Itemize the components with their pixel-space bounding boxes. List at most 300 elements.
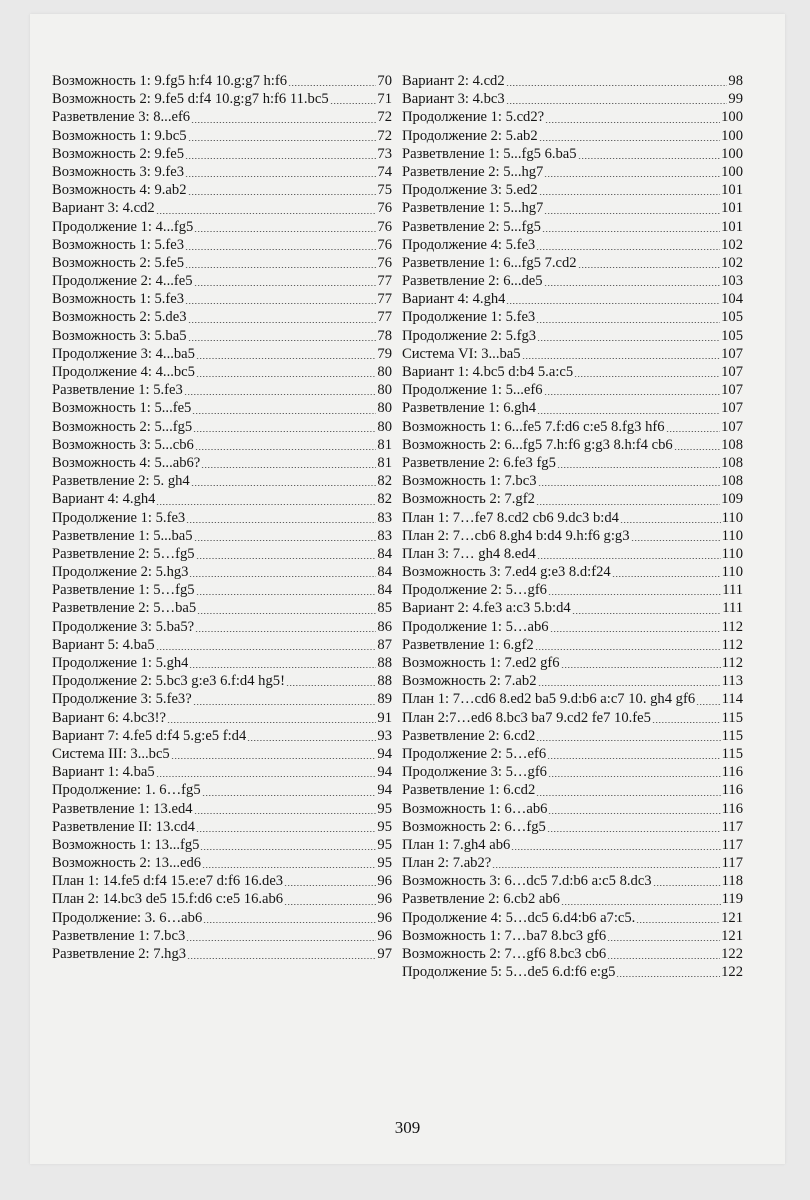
dot-leader: [185, 303, 376, 304]
dot-leader: [578, 158, 721, 159]
toc-entry-page: 76: [377, 200, 392, 217]
toc-entry: [402, 399, 743, 417]
toc-entry-page: 121: [721, 927, 743, 944]
toc-entry-title: Продолжение 2: 5…gf6: [402, 582, 547, 599]
dot-leader: [674, 449, 720, 450]
dot-leader: [548, 594, 721, 595]
toc-entry-title: Продолжение 2: 5.fg3: [402, 327, 537, 344]
toc-entry-page: 95: [377, 818, 392, 835]
toc-entry-page: 116: [721, 782, 743, 799]
toc-entry: [52, 618, 392, 636]
toc-entry-title: Вариант 4: 4.gh4: [402, 291, 506, 308]
toc-entry-page: 100: [721, 127, 743, 144]
toc-entry-page: 115: [721, 727, 743, 744]
toc-entry-page: 108: [721, 454, 743, 471]
toc-entry-title: Разветвление 1: 5…fg5: [52, 582, 195, 599]
toc-entry-title: Разветвление 1: 6...fg5 7.cd2: [402, 254, 577, 271]
dot-leader: [631, 540, 721, 541]
toc-entry-page: 100: [721, 109, 743, 126]
dot-leader: [189, 667, 376, 668]
toc-entry-page: 73: [377, 145, 392, 162]
toc-entry: [52, 363, 392, 381]
toc-entry-page: 76: [377, 236, 392, 253]
toc-entry: [52, 890, 392, 908]
dot-leader: [544, 213, 720, 214]
toc-entry: [52, 745, 392, 763]
dot-leader: [192, 413, 376, 414]
toc-entry-title: Продолжение 3: 4...ba5: [52, 345, 195, 362]
dot-leader: [196, 358, 376, 359]
toc-entry-page: 76: [377, 254, 392, 271]
toc-entry-page: 71: [377, 91, 392, 108]
toc-entry-title: Возможность 1: 5.fe3: [52, 236, 185, 253]
toc-entry-page: 81: [377, 436, 392, 453]
toc-entry: [52, 218, 392, 236]
dot-leader: [201, 467, 376, 468]
toc-entry-title: Продолжение 3: 5.ba5?: [52, 618, 195, 635]
toc-entry: [402, 800, 743, 818]
dot-leader: [652, 722, 721, 723]
toc-entry: [52, 272, 392, 290]
dot-leader: [572, 613, 721, 614]
toc-entry-page: 79: [377, 345, 392, 362]
toc-entry-title: Продолжение 1: 5...ef6: [402, 382, 543, 399]
dot-leader: [607, 958, 720, 959]
toc-entry-title: Система III: 3...bc5: [52, 745, 170, 762]
toc-entry: [52, 781, 392, 799]
toc-entry-title: Продолжение 1: 5.cd2?: [402, 109, 545, 126]
toc-entry-title: План 3: 7… gh4 8.ed4: [402, 545, 536, 562]
dot-leader: [574, 376, 720, 377]
toc-entry-page: 108: [721, 473, 743, 490]
dot-leader: [188, 322, 377, 323]
toc-entry-page: 94: [377, 782, 392, 799]
dot-leader: [696, 704, 721, 705]
toc-entry: [402, 927, 743, 945]
dot-leader: [544, 394, 721, 395]
toc-entry-page: 101: [721, 218, 743, 235]
toc-entry-title: План 1: 7…fe7 8.cd2 cb6 9.dc3 b:d4: [402, 509, 619, 526]
toc-entry-page: 83: [377, 527, 392, 544]
toc-entry: [52, 709, 392, 727]
toc-entry-page: 101: [721, 182, 743, 199]
toc-entry-page: 98: [728, 73, 743, 89]
toc-entry-title: Продолжение 2: 5.hg3: [52, 564, 189, 581]
dot-leader: [193, 431, 376, 432]
dot-leader: [330, 103, 377, 104]
toc-entry-title: Разветвление 1: 5...hg7: [402, 200, 544, 217]
dot-leader: [550, 631, 721, 632]
toc-entry-title: Разветвление 1: 5...ba5: [52, 527, 193, 544]
toc-entry-title: Система VI: 3...ba5: [402, 345, 521, 362]
dot-leader: [561, 904, 721, 905]
toc-entry: [52, 127, 392, 145]
dot-leader: [187, 958, 376, 959]
toc-entry: [52, 599, 392, 617]
toc-entry-title: Возможность 1: 6…ab6: [402, 800, 548, 817]
toc-entry-page: 84: [377, 582, 392, 599]
toc-entry-title: План 2: 7.ab2?: [402, 855, 492, 872]
toc-entry: [52, 836, 392, 854]
toc-entry: [402, 599, 743, 617]
toc-entry-title: Разветвление 2: 6.fe3 fg5: [402, 454, 556, 471]
dot-leader: [539, 194, 720, 195]
toc-entry-title: Продолжение 1: 5…ab6: [402, 618, 549, 635]
toc-entry: [402, 199, 743, 217]
dot-leader: [537, 340, 720, 341]
toc-entry-page: 102: [721, 236, 743, 253]
toc-entry: [52, 636, 392, 654]
dot-leader: [286, 685, 376, 686]
toc-entry: [52, 381, 392, 399]
toc-entry-page: 87: [377, 636, 392, 653]
toc-entry-page: 114: [721, 691, 743, 708]
toc-entry-title: Продолжение 2: 5.bc3 g:e3 6.f:d4 hg5!: [52, 673, 285, 690]
toc-entry-page: 110: [721, 564, 743, 581]
toc-entry: [52, 945, 392, 963]
toc-entry: [402, 290, 743, 308]
dot-leader: [538, 685, 721, 686]
dot-leader: [196, 558, 377, 559]
dot-leader: [522, 358, 721, 359]
toc-entry-page: 96: [377, 927, 392, 944]
toc-entry: [52, 308, 392, 326]
toc-entry-title: Возможность 3: 5...cb6: [52, 436, 194, 453]
dot-leader: [537, 413, 720, 414]
dot-leader: [544, 285, 721, 286]
toc-entry-page: 94: [377, 745, 392, 762]
toc-entry: [402, 145, 743, 163]
toc-entry-page: 111: [722, 600, 743, 617]
toc-entry-page: 88: [377, 673, 392, 690]
toc-entry: [402, 181, 743, 199]
toc-entry-title: Продолжение 2: 5…ef6: [402, 745, 547, 762]
toc-entry-page: 117: [721, 818, 743, 835]
dot-leader: [171, 758, 377, 759]
dot-leader: [288, 85, 376, 86]
toc-entry-title: Вариант 6: 4.bc3!?: [52, 709, 166, 726]
dot-leader: [612, 576, 721, 577]
toc-left-column: [52, 72, 392, 963]
dot-leader: [536, 795, 720, 796]
toc-entry: [402, 127, 743, 145]
toc-entry: [402, 527, 743, 545]
dot-leader: [539, 140, 720, 141]
toc-entry: [402, 963, 743, 981]
toc-entry: [52, 418, 392, 436]
toc-entry-page: 80: [377, 382, 392, 399]
toc-entry: [52, 181, 392, 199]
toc-entry: [402, 854, 743, 872]
toc-entry: [402, 836, 743, 854]
toc-entry-page: 112: [721, 655, 743, 671]
toc-entry-page: 95: [377, 836, 392, 853]
toc-entry-page: 97: [377, 946, 392, 962]
dot-leader: [547, 831, 721, 832]
toc-entry: [52, 563, 392, 581]
toc-entry-title: Вариант 3: 4.cd2: [52, 200, 155, 217]
toc-entry-title: Возможность 2: 9.fe5: [52, 145, 185, 162]
toc-entry: [402, 636, 743, 654]
toc-entry: [402, 509, 743, 527]
book-page: [30, 14, 785, 1164]
toc-entry-title: Продолжение 1: 5.fe3: [52, 509, 186, 526]
toc-entry-page: 112: [721, 618, 743, 635]
toc-entry-title: Возможность 1: 9.fg5 h:f4 10.g:g7 h:f6: [52, 73, 288, 89]
dot-leader: [200, 849, 376, 850]
toc-entry-title: Вариант 4: 4.gh4: [52, 491, 156, 508]
dot-leader: [191, 122, 376, 123]
dot-leader: [156, 504, 376, 505]
toc-entry-page: 113: [721, 673, 743, 690]
dot-leader: [202, 867, 376, 868]
toc-entry-title: Возможность 3: 5.ba5: [52, 327, 187, 344]
toc-entry: [52, 818, 392, 836]
toc-entry: [402, 709, 743, 727]
dot-leader: [542, 231, 720, 232]
dot-leader: [506, 103, 728, 104]
toc-entry: [52, 545, 392, 563]
toc-entry: [402, 236, 743, 254]
toc-entry-title: Возможность 1: 9.bc5: [52, 127, 187, 144]
toc-entry-title: Разветвление 2: 7.hg3: [52, 946, 187, 962]
dot-leader: [193, 704, 377, 705]
toc-entry-title: Продолжение 1: 5.gh4: [52, 655, 189, 671]
toc-entry: [402, 108, 743, 126]
dot-leader: [194, 813, 377, 814]
toc-entry-title: Разветвление 2: 5…ba5: [52, 600, 197, 617]
dot-leader: [547, 758, 720, 759]
toc-entry-title: Разветвление 2: 5...fg5: [402, 218, 541, 235]
toc-entry-page: 100: [721, 163, 743, 180]
toc-entry: [52, 581, 392, 599]
dot-leader: [194, 231, 376, 232]
toc-entry-title: Возможность 2: 5...fg5: [52, 418, 193, 435]
toc-entry: [52, 727, 392, 745]
dot-leader: [538, 485, 721, 486]
dot-leader: [607, 940, 720, 941]
toc-entry: [402, 818, 743, 836]
toc-entry-page: 76: [377, 218, 392, 235]
toc-entry-page: 104: [721, 291, 743, 308]
toc-entry: [402, 690, 743, 708]
toc-entry: [402, 90, 743, 108]
toc-entry-page: 102: [721, 254, 743, 271]
toc-entry-title: Разветвление 2: 5...hg7: [402, 163, 544, 180]
toc-entry-page: 82: [377, 473, 392, 490]
dot-leader: [557, 467, 720, 468]
toc-entry-page: 117: [721, 855, 743, 872]
toc-entry: [52, 254, 392, 272]
dot-leader: [185, 249, 376, 250]
dot-leader: [188, 140, 377, 141]
toc-entry: [52, 654, 392, 672]
toc-entry: [402, 618, 743, 636]
toc-entry-title: Продолжение 1: 5.fe3: [402, 309, 536, 326]
toc-entry-title: Вариант 5: 4.ba5: [52, 636, 155, 653]
toc-entry: [52, 800, 392, 818]
toc-entry-page: 122: [721, 964, 743, 981]
toc-entry-page: 115: [721, 709, 743, 726]
toc-entry-title: Разветвление 1: 6.gf2: [402, 636, 534, 653]
dot-leader: [666, 431, 721, 432]
toc-entry: [52, 927, 392, 945]
toc-entry: [52, 72, 392, 90]
toc-entry-title: Вариант 1: 4.ba5: [52, 764, 155, 781]
toc-entry: [402, 763, 743, 781]
toc-entry-page: 105: [721, 327, 743, 344]
toc-entry-title: Возможность 2: 5.fe5: [52, 254, 185, 271]
dot-leader: [536, 504, 720, 505]
toc-entry-title: Возможность 1: 7…ba7 8.bc3 gf6: [402, 927, 607, 944]
dot-leader: [156, 213, 377, 214]
toc-entry-title: Вариант 7: 4.fe5 d:f4 5.g:e5 f:d4: [52, 727, 247, 744]
toc-entry-title: Продолжение 1: 4...fg5: [52, 218, 194, 235]
dot-leader: [196, 376, 376, 377]
toc-entry-page: 100: [721, 145, 743, 162]
toc-entry-title: Разветвление 2: 5. gh4: [52, 473, 190, 490]
toc-entry-page: 94: [377, 764, 392, 781]
toc-entry-title: Возможность 1: 7.bc3: [402, 473, 537, 490]
toc-entry: [402, 654, 743, 672]
dot-leader: [195, 449, 377, 450]
dot-leader: [202, 795, 377, 796]
toc-entry-title: Возможность 2: 7…gf6 8.bc3 cb6: [402, 946, 607, 962]
toc-entry-page: 107: [721, 418, 743, 435]
dot-leader: [284, 885, 376, 886]
dot-leader: [284, 904, 376, 905]
toc-entry: [402, 345, 743, 363]
toc-entry-title: Вариант 2: 4.cd2: [402, 73, 505, 89]
toc-entry-page: 118: [721, 873, 743, 890]
toc-entry-page: 81: [377, 454, 392, 471]
toc-entry: [402, 581, 743, 599]
toc-entry-title: Возможность 1: 13...fg5: [52, 836, 200, 853]
dot-leader: [537, 558, 721, 559]
toc-entry-title: Продолжение 2: 4...fe5: [52, 273, 193, 290]
toc-entry-page: 72: [377, 109, 392, 126]
toc-entry: [402, 781, 743, 799]
toc-entry-page: 77: [377, 273, 392, 290]
toc-entry-page: 110: [721, 527, 743, 544]
toc-entry: [52, 527, 392, 545]
toc-entry-page: 111: [722, 582, 743, 599]
dot-leader: [203, 922, 376, 923]
toc-entry-title: План 2:7…ed6 8.bc3 ba7 9.cd2 fe7 10.fe5: [402, 709, 651, 726]
toc-entry: [402, 745, 743, 763]
dot-leader: [156, 649, 377, 650]
toc-entry-page: 96: [377, 891, 392, 908]
toc-entry-page: 96: [377, 909, 392, 926]
toc-entry: [402, 872, 743, 890]
toc-entry-page: 101: [721, 200, 743, 217]
toc-entry-page: 80: [377, 364, 392, 380]
toc-entry: [52, 909, 392, 927]
toc-entry: [402, 72, 743, 90]
dot-leader: [536, 322, 720, 323]
toc-entry-title: Разветвление 2: 6.cd2: [402, 727, 536, 744]
toc-entry-page: 107: [721, 364, 743, 380]
toc-entry: [402, 545, 743, 563]
toc-entry-title: Возможность 1: 5...fe5: [52, 400, 192, 417]
toc-entry-title: Возможность 2: 13...ed6: [52, 855, 202, 872]
toc-entry: [52, 509, 392, 527]
toc-entry-page: 117: [721, 836, 743, 853]
toc-entry: [402, 218, 743, 236]
dot-leader: [535, 649, 721, 650]
toc-entry: [402, 308, 743, 326]
toc-entry: [52, 145, 392, 163]
toc-entry-title: План 2: 7…cb6 8.gh4 b:d4 9.h:f6 g:g3: [402, 527, 630, 544]
dot-leader: [185, 267, 376, 268]
toc-entry-page: 95: [377, 800, 392, 817]
dot-leader: [195, 631, 376, 632]
toc-entry-page: 84: [377, 564, 392, 581]
toc-entry-page: 112: [721, 636, 743, 653]
toc-entry-page: 78: [377, 327, 392, 344]
dot-leader: [578, 267, 721, 268]
toc-entry-page: 74: [377, 163, 392, 180]
toc-entry-page: 88: [377, 655, 392, 671]
toc-entry: [402, 945, 743, 963]
dot-leader: [511, 849, 720, 850]
dot-leader: [506, 85, 728, 86]
toc-entry: [402, 327, 743, 345]
toc-entry: [402, 436, 743, 454]
toc-entry-page: 107: [721, 400, 743, 417]
toc-entry: [52, 236, 392, 254]
dot-leader: [548, 813, 720, 814]
toc-entry: [52, 454, 392, 472]
toc-entry-page: 77: [377, 291, 392, 308]
toc-entry-page: 70: [377, 73, 392, 89]
toc-entry-title: Продолжение 4: 5.fe3: [402, 236, 536, 253]
dot-leader: [186, 522, 376, 523]
page-number: 309: [394, 1118, 421, 1137]
toc-entry: [52, 199, 392, 217]
toc-entry-title: Возможность 1: 6...fe5 7.f:d6 c:e5 8.fg3 hf6: [402, 418, 665, 435]
dot-leader: [544, 176, 720, 177]
toc-entry: [52, 763, 392, 781]
toc-entry: [52, 345, 392, 363]
dot-leader: [197, 613, 376, 614]
toc-entry-title: Продолжение: 3. 6…ab6: [52, 909, 203, 926]
toc-entry-page: 103: [721, 273, 743, 290]
toc-entry: [402, 163, 743, 181]
toc-entry-title: Разветвление 2: 6...de5: [402, 273, 543, 290]
dot-leader: [156, 776, 377, 777]
dot-leader: [185, 176, 376, 177]
toc-entry: [52, 90, 392, 108]
toc-entry-title: Вариант 3: 4.bc3: [402, 91, 505, 108]
toc-entry: [402, 472, 743, 490]
toc-entry-title: Вариант 2: 4.fe3 a:c3 5.b:d4: [402, 600, 571, 617]
toc-entry-page: 91: [377, 709, 392, 726]
toc-entry-page: 122: [721, 946, 743, 962]
toc-entry-page: 95: [377, 855, 392, 872]
toc-entry-page: 110: [721, 545, 743, 562]
dot-leader: [616, 976, 720, 977]
toc-entry: [52, 472, 392, 490]
toc-entry-page: 82: [377, 491, 392, 508]
toc-entry-title: Возможность 2: 5.de3: [52, 309, 187, 326]
toc-entry-page: 84: [377, 545, 392, 562]
dot-leader: [545, 122, 720, 123]
toc-entry-title: Разветвление 3: 8...ef6: [52, 109, 191, 126]
toc-entry-page: 80: [377, 418, 392, 435]
toc-entry-title: Разветвление 1: 6.cd2: [402, 782, 536, 799]
toc-entry: [402, 890, 743, 908]
